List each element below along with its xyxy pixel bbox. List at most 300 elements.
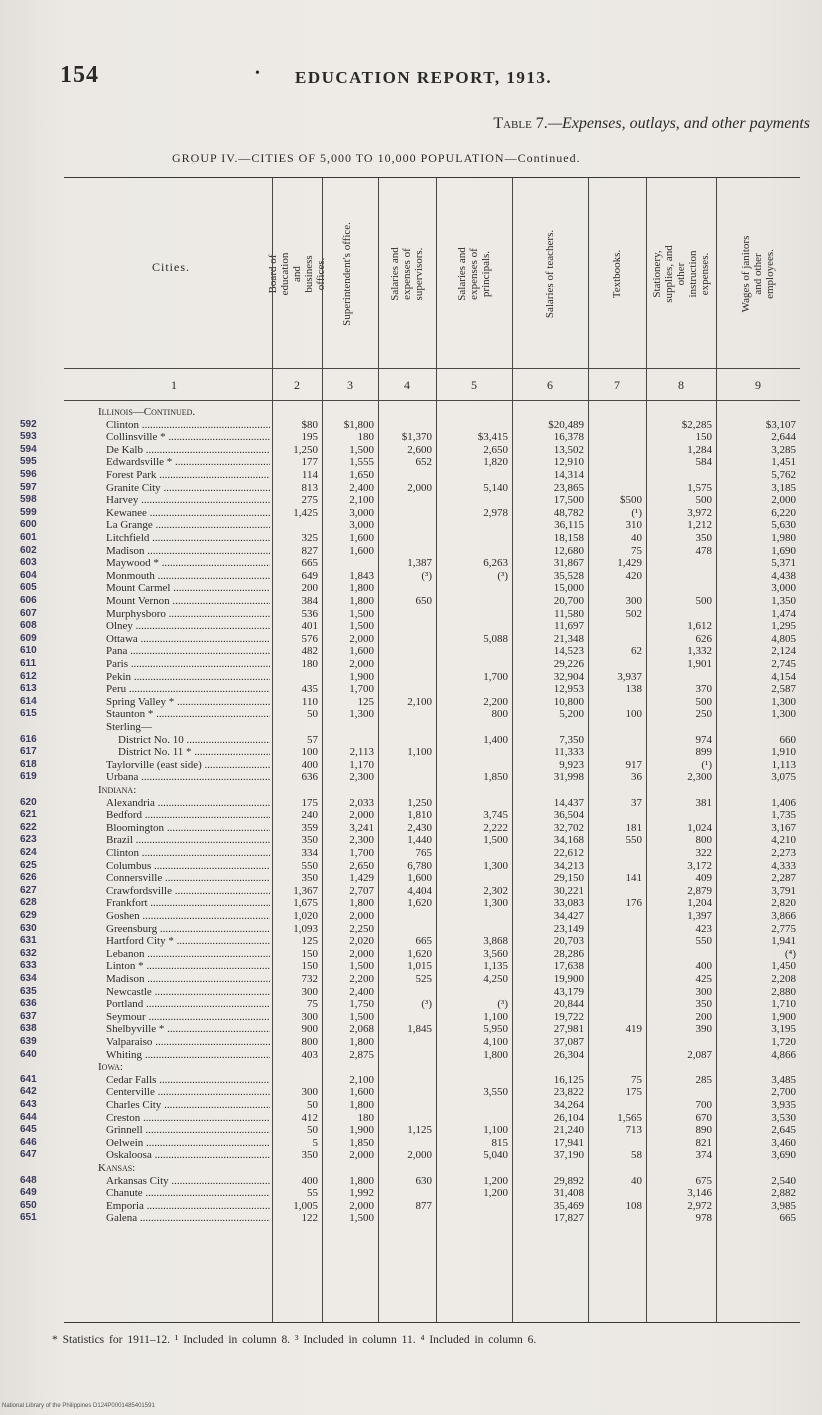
line-number: 629 [20,910,37,921]
city-name: Lebanon ..... [106,948,270,961]
cell-col-2: 403 [301,1048,318,1061]
line-number: 615 [20,708,37,720]
cell-col-9: 1,350 [771,595,796,607]
table-row [20,796,800,810]
cell-col-2: 1,020 [293,910,318,922]
cell-col-9: 3,485 [771,1073,796,1086]
city-name: Granite City ..... [106,482,270,495]
line-number: 626 [20,872,37,884]
line-number: 605 [20,582,37,594]
cell-col-8: 1,901 [687,658,712,670]
cell-col-3: 2,020 [349,935,374,948]
city-name: Collinsville * ..... [106,431,270,444]
cell-col-9: 2,775 [771,922,796,935]
cell-col-6: 20,703 [553,935,584,948]
cell-col-3: 2,875 [349,1048,374,1061]
cell-col-4: 877 [415,1199,432,1212]
cell-col-9: 4,866 [771,1048,796,1061]
cell-col-9: 3,460 [771,1136,796,1149]
cell-col-5: 4,250 [483,973,508,985]
cell-col-2: 482 [301,645,318,658]
line-number: 598 [20,494,37,506]
cell-col-6: 14,437 [553,796,584,809]
cell-col-7: 40 [631,1174,642,1187]
cell-col-9: 1,710 [771,998,796,1011]
cell-col-2: 400 [301,1174,318,1187]
col-number: 5 [471,378,477,392]
table-row [20,847,800,860]
line-number: 630 [20,922,37,934]
cell-col-2: 5 [312,1136,318,1149]
cell-col-6: 35,528 [553,569,584,582]
table-row [20,733,800,747]
cell-col-2: 50 [307,708,318,721]
line-number: 632 [20,947,37,959]
cell-col-3: 1,500 [349,443,374,456]
cell-col-6: 26,304 [553,1048,584,1061]
cell-col-3: 2,068 [349,1023,374,1036]
cell-col-4: 1,600 [407,872,432,885]
cell-col-3: 1,600 [349,544,374,557]
cell-col-6: 15,000 [553,582,584,595]
cell-col-6: 31,867 [553,557,584,570]
table-row [20,935,800,948]
cell-col-2: 100 [301,746,318,759]
cell-col-5: 4,100 [483,1036,508,1048]
cell-col-6: 19,722 [553,1010,584,1023]
col-number: 7 [614,378,620,392]
city-name: Pana ..... [106,645,270,658]
table-row [20,897,800,910]
city-name: Frankfort ..... [106,897,270,910]
cell-col-4: 1,387 [407,557,432,570]
city-name: District No. 11 * ..... [118,746,270,759]
cell-col-2: 900 [301,1023,318,1036]
cell-col-9: 3,195 [771,1023,796,1036]
city-name: Creston ..... [106,1112,270,1125]
cell-col-2: 435 [301,683,318,696]
city-name: Illinois—Continued. [98,406,196,418]
line-number: 621 [20,809,37,821]
table-row [64,721,800,734]
cell-col-3: 2,707 [349,884,374,897]
cell-col-3: 1,700 [349,683,374,696]
cell-col-4: (³) [421,569,432,582]
table-row [64,1061,800,1074]
cell-col-4: 2,000 [407,1149,432,1162]
line-number: 612 [20,670,37,682]
cell-col-3: 1,800 [349,897,374,910]
line-number: 623 [20,834,37,846]
cell-col-2: 110 [301,695,318,708]
cell-col-2: 1,005 [293,1199,318,1212]
cell-col-6: 34,168 [553,834,584,847]
table-row [20,683,800,696]
cell-col-9: 2,208 [771,973,796,985]
table-row [64,1162,800,1175]
city-name: Linton * ..... [106,960,270,973]
cell-col-9: 1,300 [771,695,796,708]
city-name: Harvey ..... [106,494,270,507]
cell-col-8: 670 [695,1111,712,1124]
cell-col-9: 1,900 [771,1010,796,1023]
cell-col-7: 1,429 [617,557,642,570]
line-number: 649 [20,1187,37,1199]
city-name: Mount Vernon ..... [106,595,270,608]
cell-col-6: 34,264 [553,1099,584,1111]
cell-col-5: 1,850 [483,771,508,784]
city-name: Oskaloosa ..... [106,1149,270,1162]
cell-col-7: 58 [631,1149,642,1162]
cell-col-3: 180 [357,1111,374,1124]
cell-col-2: 300 [301,1010,318,1023]
line-number: 637 [20,1010,37,1022]
city-name: Indiana: [98,784,137,796]
cell-col-8: 300 [695,985,712,998]
cell-col-2: 150 [301,960,318,973]
cell-col-5: 5,140 [483,481,508,494]
cell-col-9: 1,451 [771,456,796,469]
cell-col-2: 400 [301,758,318,771]
cell-col-8: 1,575 [687,481,712,494]
col-3-header: Superintendent's office. [341,222,353,326]
cell-col-4: 1,620 [407,897,432,910]
cell-col-9: 4,438 [771,569,796,582]
table-row [20,834,800,847]
cell-col-2: 401 [301,620,318,633]
line-number: 610 [20,645,37,657]
cell-col-8: 350 [695,998,712,1011]
city-name: Litchfield ..... [106,532,270,545]
cell-col-2: 636 [301,771,318,784]
cell-col-9: 3,690 [771,1149,796,1162]
cell-col-8: 3,172 [687,859,712,872]
cell-col-7: $500 [620,494,642,507]
cell-col-4: 1,015 [407,960,432,973]
city-name: Newcastle ..... [106,986,270,999]
city-name: Hartford City * ..... [106,935,270,948]
cell-col-3: 1,800 [349,595,374,607]
cell-col-3: 2,200 [349,973,374,985]
cell-col-9: 2,644 [771,431,796,444]
table-row [20,1199,800,1213]
table-title-text: —Expenses, outlays, and other payments [547,115,810,132]
cell-col-4: 650 [415,595,432,607]
line-number: 614 [20,695,37,707]
city-name: Shelbyville * ..... [106,1023,270,1036]
col-number: 4 [404,378,410,392]
cell-col-9: 1,406 [771,796,796,809]
col-5-header: Salaries and expenses of principals. [456,247,492,301]
cell-col-6: 11,580 [554,607,584,620]
cell-col-7: 1,565 [617,1111,642,1124]
cell-col-3: 1,700 [349,847,374,859]
line-number: 597 [20,481,37,493]
cell-col-3: 3,241 [349,821,374,834]
cell-col-2: 75 [307,998,318,1011]
cell-col-6: 30,221 [553,884,584,897]
cell-col-7: 550 [625,834,642,847]
cell-col-3: 1,850 [349,1136,374,1149]
cell-col-6: 31,408 [553,1187,584,1200]
cell-col-9: 3,285 [771,443,796,456]
city-name: Madison ..... [106,973,270,986]
cell-col-8: 500 [695,695,712,708]
cell-col-8: 675 [695,1174,712,1187]
col-number: 6 [547,378,553,392]
cell-col-9: 665 [779,1212,796,1225]
line-number: 600 [20,519,37,531]
cell-col-3: 1,300 [349,708,374,721]
cell-col-2: 195 [301,431,318,444]
table-row [20,746,800,759]
cell-col-6: 27,981 [553,1023,584,1036]
line-number: 601 [20,532,37,543]
col-6-header: Salaries of teachers. [544,229,557,319]
cell-col-5: 1,135 [483,960,508,973]
city-name: Charles City ..... [106,1099,270,1112]
city-name: Chanute ..... [106,1187,270,1200]
table-row [20,1124,800,1137]
city-name: Centerville ..... [106,1086,270,1099]
cell-col-6: 12,953 [553,683,584,696]
cell-col-5: 1,100 [483,1010,508,1023]
cell-col-5: 5,040 [483,1149,508,1162]
line-number: 627 [20,884,37,896]
city-name: Valparaiso ..... [106,1036,270,1049]
line-number: 642 [20,1086,37,1098]
cell-col-3: 1,800 [349,1174,374,1187]
cell-col-8: 2,087 [687,1048,712,1061]
cell-col-4: $1,370 [401,431,432,444]
cell-col-8: 584 [695,456,712,469]
table-row [20,758,800,772]
cell-col-6: 14,523 [553,645,584,658]
city-name: Peru ..... [106,683,270,696]
city-name: Brazil ..... [106,834,270,847]
cell-col-3: 1,992 [349,1187,374,1200]
cell-col-6: 18,158 [553,532,584,544]
cell-col-7: 75 [631,544,642,557]
cell-col-7: 175 [625,1086,642,1099]
cell-col-8: 974 [695,733,712,746]
cell-col-8: 978 [695,1212,712,1225]
cell-col-5: 1,200 [483,1174,508,1187]
cell-col-9: 2,287 [771,872,796,885]
page-number: 154 [60,62,99,88]
cell-col-8: 350 [695,532,712,544]
cell-col-8: 899 [695,746,712,759]
cell-col-4: 652 [415,456,432,469]
table-row [20,809,800,822]
cell-col-9: 1,690 [771,544,796,557]
line-number: 638 [20,1023,37,1035]
cell-col-8: $2,285 [681,418,712,431]
cell-col-5: 2,302 [483,884,508,897]
cell-col-2: 122 [301,1212,318,1225]
line-number: 595 [20,456,37,468]
cell-col-2: 536 [301,607,318,620]
city-name: Portland ..... [106,998,270,1011]
cell-col-8: 390 [695,1023,712,1036]
table-label: Table 7. [493,115,548,132]
table-row [20,506,800,520]
cell-col-5: 2,978 [483,506,508,519]
cell-col-6: 22,612 [553,847,584,859]
cell-col-6: 23,865 [553,481,584,494]
cell-col-2: 665 [301,557,318,570]
table-row [20,1073,800,1087]
table-row [20,1136,800,1150]
cell-col-2: 827 [301,544,318,557]
city-name: Urbana ..... [106,771,270,784]
cell-col-5: $3,415 [477,431,508,444]
group-title: GROUP IV.—CITIES OF 5,000 TO 10,000 POPULATION—Continued. [172,151,581,165]
cell-col-8: 285 [695,1073,712,1086]
cell-col-2: 350 [301,872,318,885]
cell-col-4: 665 [415,935,432,948]
line-number: 603 [20,557,37,569]
cell-col-6: 23,149 [553,922,584,935]
table-row [20,532,800,545]
cell-col-6: 36,504 [553,809,584,822]
city-name: Ottawa ..... [106,633,270,646]
cell-col-8: 478 [695,544,712,557]
cell-col-8: 821 [695,1136,712,1149]
cell-col-9: 2,587 [771,683,796,696]
cell-col-7: 75 [631,1073,642,1086]
cell-col-9: 4,154 [771,670,796,683]
cell-col-2: 359 [301,821,318,834]
cell-col-7: (¹) [631,506,642,519]
cell-col-7: 502 [625,607,642,620]
cell-col-3: $1,800 [343,418,374,431]
cell-col-8: 800 [695,834,712,847]
col-number: 1 [171,378,177,392]
table-row [20,1036,800,1049]
cell-col-5: 2,650 [483,443,508,456]
col-7-header: Textbooks. [610,249,623,299]
table-row [20,973,800,986]
city-name: Cedar Falls ..... [106,1074,270,1087]
table-row [20,771,800,784]
table-row [20,544,800,558]
cell-col-6: 34,213 [553,859,584,872]
cell-col-8: 1,332 [687,645,712,658]
cell-col-4: 1,810 [407,809,432,822]
cell-col-3: 2,300 [349,834,374,847]
cell-col-6: 13,502 [553,443,584,456]
cell-col-4: 765 [415,847,432,859]
cell-col-3: 1,500 [349,1010,374,1023]
cell-col-9: 1,941 [771,935,796,948]
cell-col-5: 1,300 [483,897,508,910]
cell-col-2: 300 [301,985,318,998]
col-number: 8 [678,378,684,392]
cell-col-8: 626 [695,632,712,645]
table-title [493,115,810,133]
cell-col-8: 1,204 [687,897,712,910]
cell-col-5: 5,950 [483,1023,508,1036]
cell-col-6: 29,150 [553,872,584,885]
cell-col-2: 813 [301,481,318,494]
cell-col-6: 31,998 [553,771,584,784]
table-row [20,1099,800,1112]
cell-col-2: 175 [301,796,318,809]
cell-col-9: 1,735 [771,809,796,822]
cell-col-8: 3,972 [687,506,712,519]
cell-col-7: 176 [625,897,642,910]
cell-col-4: 2,000 [407,481,432,494]
line-number: 624 [20,847,37,858]
cell-col-5: 1,400 [483,733,508,746]
table-row [20,582,800,595]
cell-col-5: 3,560 [483,947,508,960]
cell-col-4: 6,780 [407,859,432,872]
line-number: 648 [20,1174,37,1186]
table-row [20,872,800,885]
cell-col-4: 1,250 [407,796,432,809]
cell-col-7: 100 [625,708,642,721]
cell-col-6: 5,200 [559,708,584,721]
cell-col-5: 5,088 [483,632,508,645]
city-name: Staunton * ..... [106,708,270,721]
cell-col-8: 500 [695,494,712,507]
line-number: 639 [20,1036,37,1047]
table-row [20,607,800,621]
cell-col-6: 17,638 [553,960,584,973]
cell-col-3: 2,000 [349,910,374,922]
cell-col-9: 2,273 [771,847,796,859]
cell-col-8: 409 [695,872,712,885]
table-row [20,1086,800,1099]
cell-col-2: 732 [301,973,318,985]
city-name: Arkansas City ..... [106,1175,270,1188]
cell-col-2: 334 [301,847,318,859]
cell-col-6: $20,489 [548,418,584,431]
col-number: 3 [347,378,353,392]
line-number: 650 [20,1199,37,1211]
cell-col-8: 150 [695,431,712,444]
line-number: 594 [20,443,37,455]
line-number: 645 [20,1124,37,1136]
cell-col-7: 3,937 [617,670,642,683]
cell-col-8: 2,879 [687,884,712,897]
cell-col-6: 17,827 [553,1212,584,1225]
cell-col-6: 43,179 [553,985,584,998]
cell-col-6: 9,923 [559,758,584,771]
cell-col-2: 384 [301,595,318,607]
table-row [20,708,800,721]
cell-col-8: 370 [695,683,712,696]
cell-col-2: $80 [301,418,318,431]
line-number: 596 [20,469,37,480]
cell-col-3: 1,600 [349,532,374,544]
city-name: De Kalb ..... [106,444,270,457]
line-number: 625 [20,859,37,871]
table-row [20,456,800,469]
table-row [20,1212,800,1225]
cell-col-7: 419 [625,1023,642,1036]
cell-col-2: 1,367 [293,884,318,897]
city-name: Whiting ..... [106,1049,270,1062]
line-number: 631 [20,935,37,947]
line-number: 647 [20,1149,37,1161]
city-name: La Grange ..... [106,519,270,532]
cell-col-9: 1,300 [771,708,796,721]
table-row [20,645,800,658]
cell-col-2: 300 [301,1086,318,1099]
